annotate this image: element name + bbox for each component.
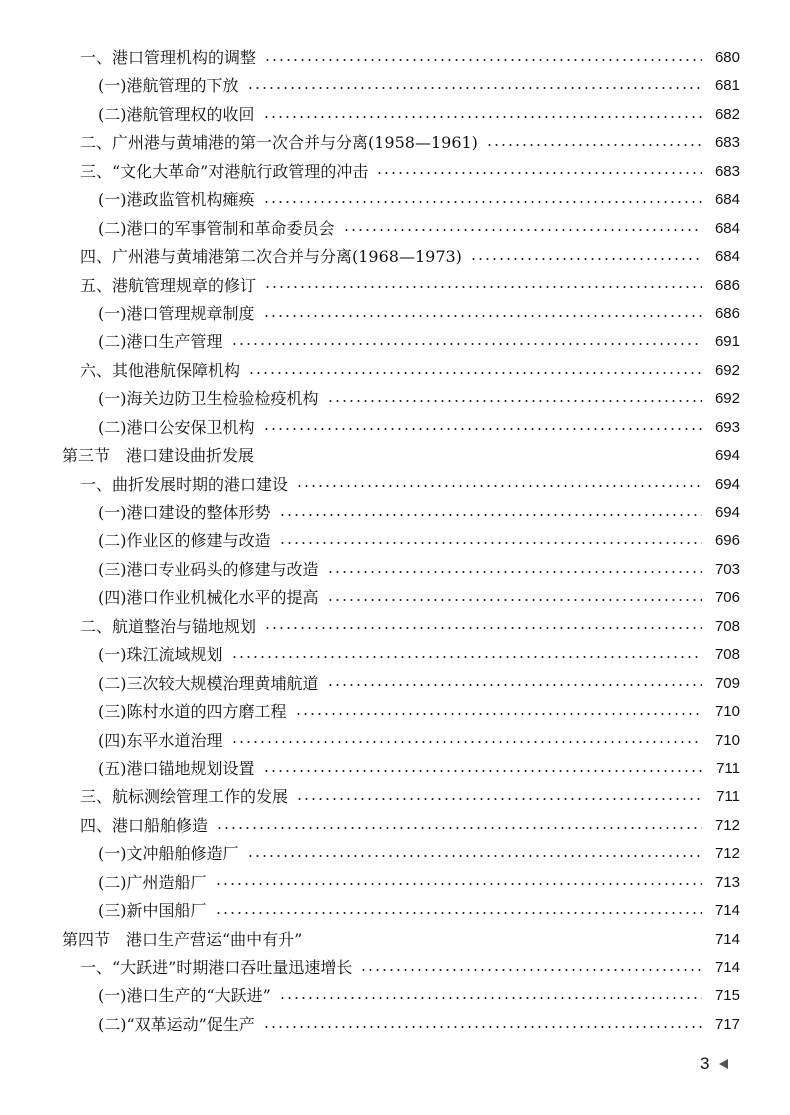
toc-entry[interactable] [0,414,790,442]
toc-entry-page: 694 [714,447,740,465]
toc-entry[interactable] [0,243,790,271]
toc-entry[interactable] [0,840,790,868]
toc-entry[interactable] [0,641,790,669]
toc-entry-title: (一)港政监管机构瘫痪 [98,190,255,210]
leader-dots [279,997,702,999]
leader-dots [215,912,703,914]
leader-dots [279,514,703,516]
toc-entry-title: (三)陈村水道的四方磨工程 [98,702,287,722]
toc-entry-page: 712 [714,816,740,834]
toc-entry-page: 680 [714,49,740,66]
leader-dots [263,116,703,118]
leader-dots [279,542,703,544]
toc-entry-page: 683 [714,134,740,152]
leader-dots [231,343,703,345]
leader-dots [486,144,702,146]
toc-entry-page: 684 [714,248,740,266]
toc-entry[interactable] [0,556,790,584]
toc-entry[interactable] [0,897,790,925]
toc-entry-title: 四、广州港与黄埔港第二次合并与分离(1968—1973) [80,247,462,267]
toc-entry-title: (一)港口管理规章制度 [98,303,255,323]
toc-entry[interactable] [0,613,790,641]
toc-entry[interactable] [0,300,790,328]
toc-entry-title: (四)东平水道治理 [98,730,223,750]
toc-entry[interactable] [0,698,790,726]
leader-dots [296,798,702,800]
leader-dots [231,741,703,743]
toc-entry-page: 714 [714,959,740,976]
toc-entry[interactable] [0,1011,790,1039]
toc-entry-title: (二)“双革运动”促生产 [98,1014,255,1034]
leader-dots [264,627,702,629]
leader-dots [263,1026,702,1028]
leader-dots [247,855,703,857]
toc-entry[interactable] [0,982,790,1010]
leader-dots [295,713,703,715]
page-number: 3 [700,1054,710,1073]
toc-entry[interactable] [0,272,790,300]
toc-entry-title: (一)珠江流域规划 [98,645,223,665]
toc-entry[interactable] [0,670,790,698]
toc-entry[interactable] [0,129,790,157]
toc-entry-page: 682 [714,105,740,123]
toc-entry-title: (一)港航管理的下放 [98,76,239,96]
table-of-contents [0,44,790,1039]
toc-entry[interactable] [0,869,790,897]
toc-entry-page: 686 [714,304,740,322]
toc-entry-page: 694 [714,475,740,493]
toc-entry-page: 711 [716,788,740,806]
toc-entry-page: 694 [714,504,740,521]
toc-entry-title: (三)新中国船厂 [98,901,207,921]
toc-section-heading[interactable] [0,926,790,954]
toc-entry[interactable] [0,186,790,214]
leader-dots [231,656,703,658]
toc-section-heading[interactable] [0,442,790,470]
toc-entry-page: 715 [714,987,740,1005]
toc-entry-page: 681 [714,77,740,95]
toc-entry-page: 713 [714,873,740,891]
toc-entry-page: 703 [714,560,740,578]
leader-dots [327,571,703,573]
toc-entry[interactable] [0,328,790,356]
toc-entry[interactable] [0,954,790,982]
toc-entry[interactable] [0,72,790,100]
triangle-left-icon [719,1059,728,1069]
leader-dots [376,172,702,174]
toc-entry-title: 二、航道整治与锚地规划 [80,616,257,636]
toc-entry-page: 706 [714,589,740,607]
toc-entry-title: (二)三次较大规模治理黄埔航道 [98,673,319,693]
toc-entry-page: 712 [714,845,740,863]
leader-dots [247,87,703,89]
toc-entry[interactable] [0,527,790,555]
toc-entry-page: 684 [714,219,740,237]
toc-entry-page: 709 [714,674,740,692]
leader-dots [248,372,702,374]
toc-entry-title: (一)港口生产的“大跃进” [98,986,271,1006]
toc-entry-title: 二、广州港与黄埔港的第一次合并与分离(1958—1961) [80,133,478,153]
toc-entry[interactable] [0,584,790,612]
toc-entry-page: 692 [714,390,740,408]
toc-entry-title: 三、“文化大革命”对港航行政管理的冲击 [80,161,369,181]
toc-entry-page: 692 [714,361,740,379]
toc-entry-title: (二)港口公安保卫机构 [98,417,255,437]
toc-entry[interactable] [0,215,790,243]
leader-dots [263,428,703,430]
leader-dots [215,883,703,885]
toc-entry-page: 683 [714,162,740,180]
toc-entry-title: 第四节 港口生产营运“曲中有升” [62,929,303,949]
leader-dots [327,400,703,402]
toc-entry-page: 708 [714,617,740,635]
toc-entry-title: (二)港航管理权的收回 [98,104,255,124]
toc-entry[interactable] [0,385,790,413]
toc-entry-page: 714 [714,902,740,920]
toc-entry[interactable] [0,44,790,72]
toc-entry-title: (二)广州造船厂 [98,872,207,892]
toc-entry[interactable] [0,101,790,129]
leader-dots [263,315,703,317]
toc-entry-page: 693 [714,418,740,436]
toc-entry-page: 696 [714,532,740,550]
toc-entry-title: (一)港口建设的整体形势 [98,503,271,522]
leader-dots [327,599,703,601]
toc-entry-title: 第三节 港口建设曲折发展 [62,446,255,466]
toc-entry-title: 一、曲折发展时期的港口建设 [80,474,289,494]
toc-entry-page: 714 [714,930,740,948]
toc-entry[interactable] [0,158,790,186]
toc-entry[interactable] [0,471,790,499]
toc-entry-title: (一)海关边防卫生检验检疫机构 [98,389,319,409]
toc-entry-title: (三)港口专业码头的修建与改造 [98,559,319,579]
toc-entry-title: (一)文冲船舶修造厂 [98,844,239,864]
toc-entry[interactable] [0,727,790,755]
leader-dots [263,201,703,203]
toc-entry-page: 708 [714,646,740,664]
toc-entry[interactable] [0,812,790,840]
toc-entry-page: 711 [716,759,740,777]
toc-entry-page: 691 [714,333,740,351]
leader-dots [264,59,702,61]
toc-entry[interactable] [0,357,790,385]
toc-entry-title: 一、港口管理机构的调整 [80,48,257,67]
leader-dots [470,258,702,260]
leader-dots [264,286,702,288]
toc-entry-title: 三、航标测绘管理工作的发展 [80,787,289,807]
leader-dots [343,229,703,231]
toc-entry-title: (二)港口的军事管制和革命委员会 [98,218,335,238]
leader-dots [263,770,703,772]
leader-dots [216,827,702,829]
toc-entry-title: 一、“大跃进”时期港口吞吐量迅速增长 [80,958,353,977]
toc-entry-page: 710 [714,731,740,749]
toc-entry[interactable] [0,499,790,527]
leader-dots [360,969,702,971]
toc-entry-title: (二)港口生产管理 [98,332,223,352]
toc-entry-title: (二)作业区的修建与改造 [98,531,271,551]
toc-entry-page: 684 [714,191,740,209]
toc-entry-title: (五)港口锚地规划设置 [98,758,255,778]
toc-entry-title: 六、其他港航保障机构 [80,360,241,380]
toc-entry-title: (四)港口作业机械化水平的提高 [98,588,319,608]
toc-entry[interactable] [0,755,790,783]
toc-entry-page: 686 [714,276,740,294]
toc-entry-title: 四、港口船舶修造 [80,815,209,835]
page-footer [700,1052,728,1076]
leader-dots [262,457,702,459]
toc-entry-page: 717 [714,1015,740,1033]
toc-entry[interactable] [0,783,790,811]
toc-entry-page: 710 [714,703,740,721]
leader-dots [327,684,703,686]
leader-dots [310,940,702,942]
toc-entry-title: 五、港航管理规章的修订 [80,275,257,295]
leader-dots [296,485,702,487]
